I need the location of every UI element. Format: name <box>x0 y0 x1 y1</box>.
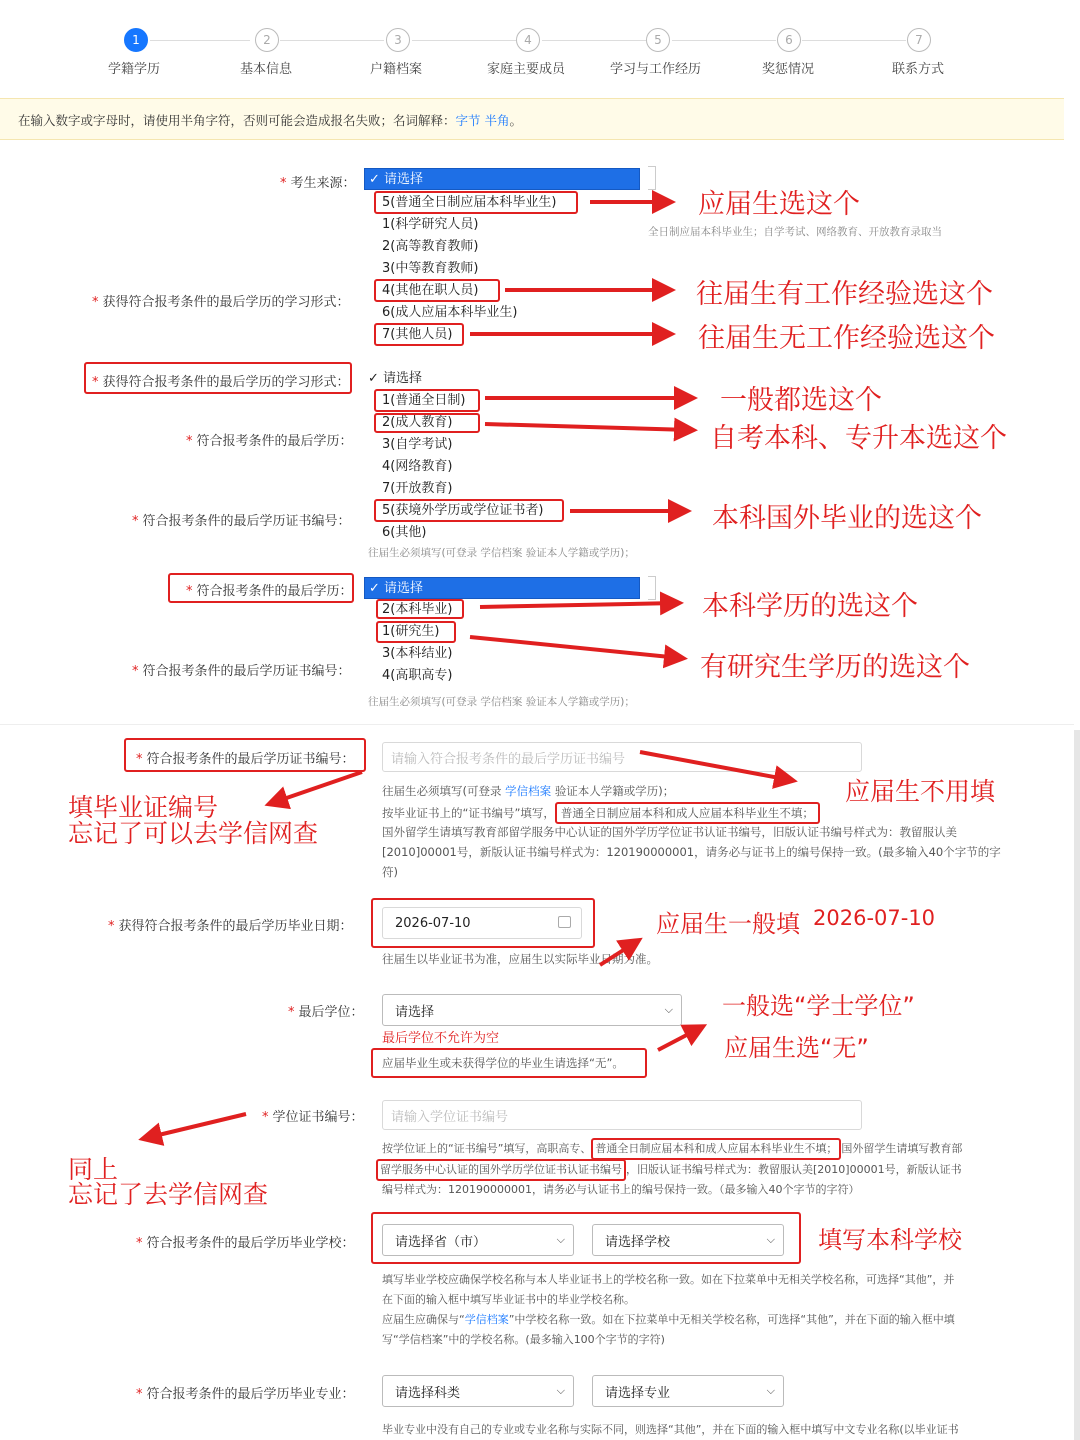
calendar-icon[interactable] <box>558 916 571 928</box>
highlight-box <box>374 499 564 522</box>
school-help-4: 写“学信档案”中的学校名称。(最多输入100个字节的字符) <box>382 1333 665 1346</box>
label-study-form: * 获得符合报考条件的最后学历的学习形式： <box>92 375 350 390</box>
study-form-option[interactable]: 1(普通全日制) <box>382 393 466 408</box>
cert-number-input[interactable]: 请输入符合报考条件的最后学历证书编号 <box>382 742 862 772</box>
last-edu-option[interactable]: 2(本科毕业) <box>382 602 453 617</box>
annotation: 往届生无工作经验选这个 <box>698 323 995 354</box>
annotation: 填写本科学校 <box>818 1226 962 1254</box>
label-grad-date: * 获得符合报考条件的最后学历毕业日期： <box>108 919 353 934</box>
chevron-down-icon: ⌵ <box>766 1384 775 1397</box>
label-source: * 考生来源： <box>280 176 356 191</box>
annotation: 忘记了去学信网查 <box>68 1180 269 1209</box>
highlight-box <box>374 389 480 412</box>
source-option[interactable]: 7(其他人员) <box>382 327 453 342</box>
label-cert-behind: * 符合报考条件的最后学历证书编号： <box>132 514 351 529</box>
step-2-circle[interactable]: 2 <box>255 28 279 52</box>
step-7-circle[interactable]: 7 <box>907 28 931 52</box>
school-help-3: 应届生应确保与“学信档案”中学校名称一致。如在下拉菜单中无相关学校名称，可选择“其他”，并在下面的输入框中填 <box>382 1313 955 1326</box>
chevron-down-icon: ⌵ <box>556 1233 565 1246</box>
step-6-label[interactable]: 奖惩情况 <box>762 62 815 77</box>
step-4-circle[interactable]: 4 <box>516 28 540 52</box>
annotation: 本科学历的选这个 <box>702 591 918 622</box>
study-form-option[interactable]: 5(获境外学历或学位证书者) <box>382 503 544 518</box>
highlight-box <box>374 191 578 214</box>
notice-link-halfwidth[interactable]: 半角 <box>484 113 510 128</box>
study-form-hint: 往届生必须填写(可登录 学信档案 验证本人学籍或学历)； <box>368 547 635 559</box>
highlight-box <box>374 323 464 346</box>
step-6-circle[interactable]: 6 <box>777 28 801 52</box>
category-select-value: 请选择科类 <box>395 1385 461 1401</box>
label-degree-cert: * 学位证书编号： <box>262 1110 364 1125</box>
degree-select[interactable] <box>382 994 682 1026</box>
step-7-label[interactable]: 联系方式 <box>892 62 945 77</box>
annotation: 往届生有工作经验选这个 <box>696 279 993 310</box>
label-cert-behind-2: * 符合报考条件的最后学历证书编号： <box>132 664 351 679</box>
annotation: 应届生不用填 <box>845 777 996 806</box>
step-connector <box>412 40 516 41</box>
source-option[interactable]: 5(普通全日制应届本科毕业生) <box>382 195 557 210</box>
study-form-option[interactable]: 6(其他) <box>382 525 427 540</box>
degree-error: 最后学位不允许为空 <box>382 1031 500 1046</box>
source-option[interactable]: 2(高等教育教师) <box>382 239 479 254</box>
notice-end: 。 <box>509 113 523 128</box>
label-degree: * 最后学位： <box>288 1005 364 1020</box>
scrollbar[interactable] <box>1074 730 1080 1440</box>
annotation: 一般选“学士学位” <box>722 992 915 1020</box>
chevron-down-icon: ⌵ <box>556 1384 565 1397</box>
last-edu-hint: 往届生必须填写(可登录 学信档案 验证本人学籍或学历)； <box>368 696 635 708</box>
degree-cert-help-1: 按学位证上的“证书编号”填写，高职高专、 普通全日制应届本科和成人应届本科毕业生不填； 国外留学生请填写教育部 <box>382 1138 962 1160</box>
degree-select-value: 请选择 <box>395 1004 435 1020</box>
last-edu-option[interactable]: 4(高职高专) <box>382 668 453 683</box>
major-help: 毕业专业中没有自己的专业或专业名称与实际不同，则选择“其他”，并在下面的输入框中填写中文专业名称(以毕业证书 <box>382 1423 959 1436</box>
label-form-behind: * 获得符合报考条件的最后学历的学习形式： <box>92 295 350 310</box>
step-connector <box>150 40 250 41</box>
cert-help-line2: 按毕业证书上的“证书编号”填写， 普通全日制应届本科和成人应届本科毕业生不填； <box>382 802 820 824</box>
major-select[interactable] <box>592 1375 784 1407</box>
step-4-label[interactable]: 家庭主要成员 <box>487 62 566 77</box>
step-connector <box>280 40 384 41</box>
notice-text-wrap <box>18 111 522 129</box>
label-major: * 符合报考条件的最后学历毕业专业： <box>136 1387 355 1402</box>
cert-help-line3: 国外留学生请填写教育部留学服务中心认证的国外学历学位证书认证书编号，旧版认证书编号样式为：教留服认美[2010]00001号，新版认证书编号样式为：120190000001，请务必与证书上的编号保持一致。(最多输入40个字节的字符) <box>382 825 1001 879</box>
annotation: 自考本科、专升本选这个 <box>710 423 1007 454</box>
label-last-edu: * 符合报考条件的最后学历： <box>186 584 353 599</box>
cert-help-line1: 往届生必须填写(可登录 学信档案 验证本人学籍或学历)； <box>382 784 675 798</box>
degree-help: 应届毕业生或未获得学位的毕业生请选择“无”。 <box>382 1056 624 1070</box>
highlight-box <box>374 413 480 433</box>
annotation: 2026-07-10 <box>813 906 936 930</box>
label-cert-number: * 符合报考条件的最后学历证书编号： <box>136 752 355 767</box>
annotation: 有研究生学历的选这个 <box>700 652 970 683</box>
province-select[interactable] <box>382 1224 574 1256</box>
school-help-1: 填写毕业学校应确保学校名称与本人毕业证书上的学校名称一致。如在下拉菜单中无相关学校名称，可选择“其他”，并 <box>382 1273 955 1286</box>
label-last-edu-behind: * 符合报考条件的最后学历： <box>186 434 353 449</box>
step-connector <box>802 40 906 41</box>
label-school: * 符合报考条件的最后学历毕业学校： <box>136 1236 355 1251</box>
source-selected-option[interactable]: ✓ 请选择 <box>364 168 640 190</box>
grad-date-value: 2026-07-10 <box>395 915 471 931</box>
step-5-label[interactable]: 学习与工作经历 <box>610 62 702 77</box>
degree-cert-help-3: 编号样式为：120190000001，请务必与认证书上的编号保持一致。（最多输入40个字节的字符） <box>382 1183 860 1196</box>
highlight-box <box>376 599 464 619</box>
step-connector <box>672 40 776 41</box>
step-1-label[interactable]: 学籍学历 <box>108 62 161 77</box>
grad-date-help: 往届生以毕业证书为准，应届生以实际毕业日期为准。 <box>382 952 658 966</box>
school-select-value: 请选择学校 <box>605 1234 671 1250</box>
study-form-option[interactable]: 4(网络教育) <box>382 459 453 474</box>
notice-banner <box>0 98 1064 140</box>
annotation: 忘记了可以去学信网查 <box>68 819 319 848</box>
annotation: 一般都选这个 <box>720 385 882 416</box>
notice-text: 在输入数字或字母时，请使用半角字符，否则可能会造成报名失败；名词解释： <box>18 113 456 128</box>
divider <box>0 724 1074 725</box>
source-option[interactable]: 6(成人应届本科毕业生) <box>382 305 518 320</box>
chevron-down-icon: ⌵ <box>766 1233 775 1246</box>
annotation: 填毕业证编号 <box>68 793 219 822</box>
arrow-shape <box>146 1114 246 1138</box>
step-3-circle[interactable]: 3 <box>386 28 410 52</box>
study-form-selected-option[interactable]: ✓ 请选择 <box>368 371 423 386</box>
highlight-box <box>376 621 456 643</box>
last-edu-option[interactable]: 1(研究生) <box>382 624 440 639</box>
behind-help-text: 全日制应届本科毕业生；自学考试、网络教育、开放教育录取当 <box>648 226 942 238</box>
study-form-option[interactable]: 7(开放教育) <box>382 481 453 496</box>
arrow-shape <box>272 772 362 803</box>
degree-cert-help-2: 留学服务中心认证的国外学历学位证书认证书编号 ，旧版认证书编号样式为：教留服认美[2010]00001号，新版认证书 <box>376 1159 962 1181</box>
annotation: 应届生选“无” <box>724 1034 869 1062</box>
major-select-value: 请选择专业 <box>605 1385 671 1401</box>
step-connector <box>542 40 646 41</box>
chevron-down-icon: ⌵ <box>664 1003 673 1016</box>
step-1-circle[interactable]: 1 <box>124 28 148 52</box>
source-option[interactable]: 3(中等教育教师) <box>382 261 479 276</box>
annotation: 本科国外毕业的选这个 <box>712 503 982 534</box>
study-form-option[interactable]: 2(成人教育) <box>382 415 453 430</box>
step-2-label[interactable]: 基本信息 <box>240 62 293 77</box>
study-form-option[interactable]: 3(自学考试) <box>382 437 453 452</box>
source-option[interactable]: 1(科学研究人员) <box>382 217 479 232</box>
step-5-circle[interactable]: 5 <box>646 28 670 52</box>
province-select-value: 请选择省（市） <box>395 1234 487 1250</box>
degree-cert-input[interactable]: 请输入学位证书编号 <box>382 1100 862 1130</box>
arrow-shape <box>658 1028 700 1050</box>
last-edu-selected-option[interactable]: ✓ 请选择 <box>364 577 640 599</box>
school-help-2: 在下面的输入框中填写毕业证书中的毕业学校名称。 <box>382 1293 635 1306</box>
annotation: 同上 <box>68 1155 119 1184</box>
notice-link-byte[interactable]: 字节 <box>455 113 481 128</box>
category-select[interactable] <box>382 1375 574 1407</box>
school-select[interactable] <box>592 1224 784 1256</box>
last-edu-option[interactable]: 3(本科结业) <box>382 646 453 661</box>
highlight-box <box>374 279 500 302</box>
grad-date-input[interactable] <box>382 907 582 939</box>
source-option[interactable]: 4(其他在职人员) <box>382 283 479 298</box>
annotation: 应届生一般填 <box>656 910 800 938</box>
step-3-label[interactable]: 户籍档案 <box>370 62 423 77</box>
annotation: 应届生选这个 <box>698 189 860 220</box>
